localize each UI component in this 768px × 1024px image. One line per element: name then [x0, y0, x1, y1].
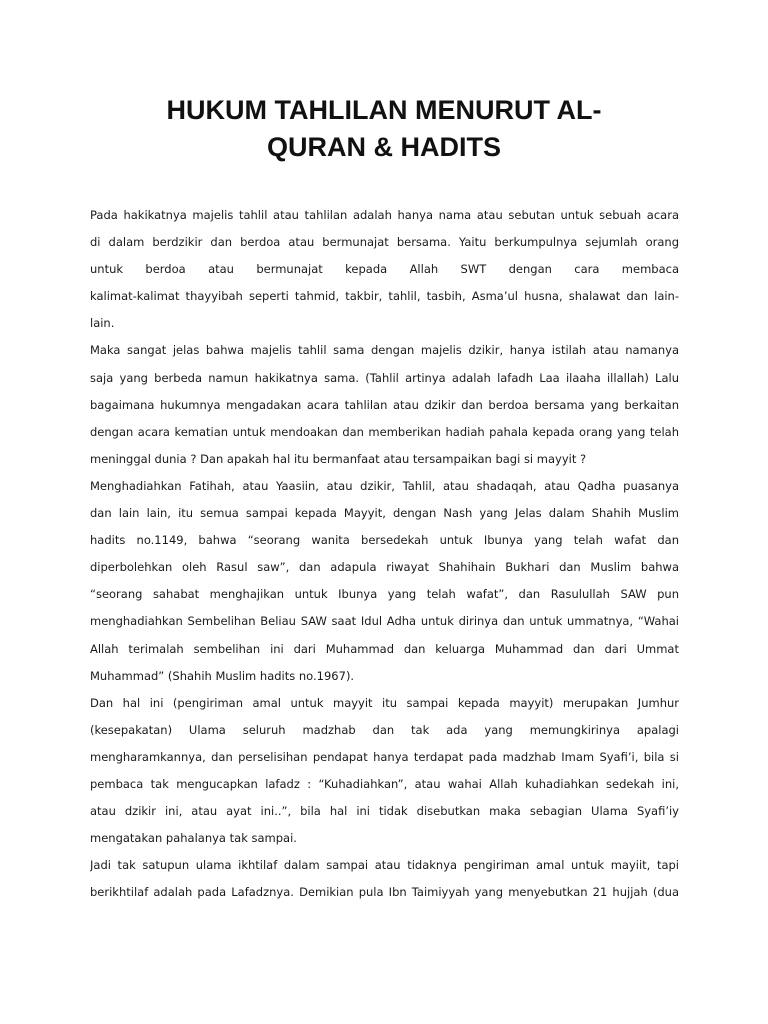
text-line: mengharamkannya, dan perselisihan pendapat hanya terdapat pada madzhab Imam Syafi’i, bila si — [90, 749, 679, 764]
text-line: atau dzikir ini, atau ayat ini..”, bila hal ini tidak disebutkan maka sebagian Ulama Syafi’iy — [90, 804, 679, 819]
text-line: dan lain lain, itu semua sampai kepada Mayyit, dengan Nash yang Jelas dalam Shahih Muslim — [90, 506, 679, 521]
text-line: hadits no.1149, bahwa “seorang wanita bersedekah untuk Ibunya yang telah wafat dan — [90, 533, 679, 548]
text-line: “seorang sahabat menghajikan untuk Ibunya yang telah wafat”, dan Rasulullah SAW pun — [90, 587, 679, 602]
text-line: Muhammad” (Shahih Muslim hadits no.1967). — [90, 668, 355, 683]
text-line: saja yang berbeda namun hakikatnya sama. (Tahlil artinya adalah lafadh Laa ilaaha illallah) Lalu — [90, 370, 679, 385]
text-line: (kesepakatan) Ulama seluruh madzhab dan tak ada yang memungkirinya apalagi — [90, 722, 679, 737]
text-line: Menghadiahkan Fatihah, atau Yaasiin, atau dzikir, Tahlil, atau shadaqah, atau Qadha puasanya — [90, 478, 679, 493]
document-title — [100, 92, 668, 166]
text-line: Jadi tak satupun ulama ikhtilaf dalam sampai atau tidaknya pengiriman amal untuk mayiit, tapi — [90, 858, 679, 873]
text-line: kalimat-kalimat thayyibah seperti tahmid, takbir, tahlil, tasbih, Asma’ul husna, shalawat dan lain- — [90, 289, 679, 304]
title-line: HUKUM TAHLILAN MENURUT AL- — [166, 95, 602, 125]
title-line: QURAN & HADITS — [267, 132, 501, 162]
text-line: lain. — [90, 316, 115, 331]
text-line: dengan acara kematian untuk mendoakan dan memberikan hadiah pahala kepada orang yang telah — [90, 424, 679, 439]
text-line: untuk berdoa atau bermunajat kepada Allah SWT dengan cara membaca — [90, 262, 679, 277]
text-line: Allah terimalah sembelihan ini dari Muhammad dan keluarga Muhammad dan dari Ummat — [90, 641, 679, 656]
text-line: bagaimana hukumnya mengadakan acara tahlilan atau dzikir dan berdoa bersama yang berkaitan — [90, 397, 679, 412]
text-line: berikhtilaf adalah pada Lafadznya. Demikian pula Ibn Taimiyyah yang menyebutkan 21 hujjah (dua — [90, 885, 679, 900]
text-line: Pada hakikatnya majelis tahlil atau tahlilan adalah hanya nama atau sebutan untuk sebuah acara — [90, 208, 679, 222]
body-text — [90, 202, 679, 906]
text-line: Maka sangat jelas bahwa majelis tahlil sama dengan majelis dzikir, hanya istilah atau namanya — [90, 343, 679, 358]
text-line: meninggal dunia ? Dan apakah hal itu bermanfaat atau tersampaikan bagi si mayyit ? — [90, 451, 587, 466]
text-line: menghadiahkan Sembelihan Beliau SAW saat Idul Adha untuk dirinya dan untuk ummatnya, “Wahai — [90, 614, 679, 629]
text-line: pembaca tak mengucapkan lafadz : “Kuhadiahkan”, atau wahai Allah kuhadiahkan sedekah ini, — [90, 776, 679, 791]
text-line: di dalam berdzikir dan berdoa atau bermunajat bersama. Yaitu berkumpulnya sejumlah orang — [90, 235, 679, 250]
text-line: mengatakan pahalanya tak sampai. — [90, 831, 297, 846]
text-line: diperbolehkan oleh Rasul saw”, dan adapula riwayat Shahihain Bukhari dan Muslim bahwa — [90, 560, 679, 575]
text-line: Dan hal ini (pengiriman amal untuk mayyit itu sampai kepada mayyit) merupakan Jumhur — [90, 695, 679, 710]
